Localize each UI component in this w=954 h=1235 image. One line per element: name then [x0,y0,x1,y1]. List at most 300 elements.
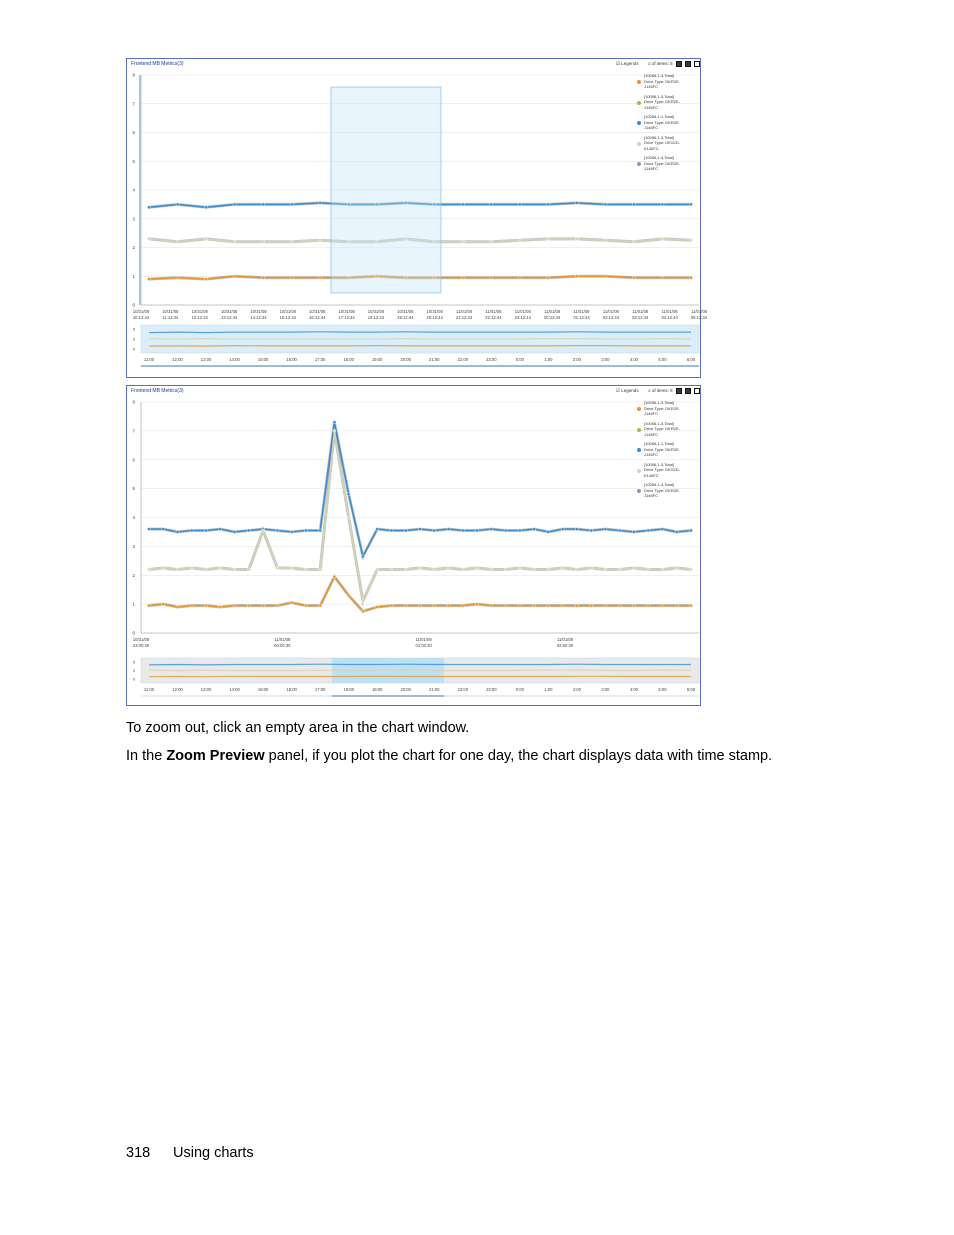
data-point [233,530,236,533]
legend-label: [10056,1-3,Total] [644,400,674,405]
preview-x-tick-label: 18:00 [343,687,354,692]
data-point [319,604,322,607]
data-point [647,529,650,532]
x-tick-label: 05:12:44 [690,315,708,320]
x-tick-label: 10/31/08 [191,309,208,314]
preview-x-tick-label: 18:00 [343,357,354,362]
data-point [290,530,293,533]
preview-series-line [149,670,691,671]
data-point [204,529,207,532]
data-point [147,604,150,607]
data-point [575,237,578,240]
data-point [247,604,250,607]
data-point [204,568,207,571]
data-point [490,527,493,530]
x-tick-label: 04:12:44 [661,315,678,320]
preview-x-tick-label: 21:00 [429,687,440,692]
data-point [333,575,336,578]
legend-marker-icon [637,121,641,125]
data-point [504,568,507,571]
data-point [561,604,564,607]
data-point [262,604,265,607]
maximize-icon[interactable] [685,388,691,394]
legend-item[interactable] [636,400,696,417]
data-point [162,527,165,530]
preview-x-tick-label: 2:00 [572,357,581,362]
x-tick-label: 11/01/08 [485,309,502,314]
legend-marker-icon [637,162,641,166]
data-point [390,529,393,532]
data-point [190,566,193,569]
data-point [447,527,450,530]
x-tick-label: 10/31/08 [338,309,355,314]
data-point [290,601,293,604]
preview-x-tick-label: 13:00 [200,687,212,692]
x-tick-label: 19:12:44 [397,315,414,320]
data-point [475,529,478,532]
data-point [319,201,322,204]
data-point [575,275,578,278]
y-tick-label: 5 [132,486,135,492]
y-tick-label: 3 [132,216,135,222]
preview-x-tick-label: 5:00 [658,687,667,692]
data-point [475,603,478,606]
data-point [404,568,407,571]
zoom-preview-paragraph [126,747,772,765]
preview-x-tick-label: 12:00 [172,687,183,692]
legend-label: J146FC [644,411,659,416]
chart-canvas[interactable] [127,386,700,705]
data-point [547,237,550,240]
legend-label: Drive Type: DKR2E- [644,160,680,166]
data-point [347,516,350,519]
data-point [233,240,236,243]
preview-series-line [149,346,691,347]
preview-x-tick-label: 6:00 [686,687,696,692]
y-tick-label: 0 [132,630,135,636]
y-tick-label: 5 [132,158,135,164]
x-tick-label: 10/31/08 [367,309,385,314]
minimize-icon[interactable] [676,388,682,394]
data-point [490,240,493,243]
preview-x-tick-label: 13:00 [200,357,212,362]
y-tick-label: 0 [132,302,135,308]
data-point [604,604,607,607]
data-point [461,604,464,607]
data-point [661,568,664,571]
data-point [290,566,293,569]
data-point [418,604,421,607]
data-point [176,276,179,279]
y-tick-label: 7 [132,101,135,107]
preview-scroll-thumb [332,695,444,697]
data-point [233,203,236,206]
x-tick-label: 01:12:44 [573,315,590,320]
preview-x-tick-label: 4:00 [629,687,639,692]
preview-y-tick-label: 0 [132,346,135,352]
x-tick-label: 11/01/08 [557,637,573,642]
preview-x-tick-label: 17:00 [314,687,326,692]
data-point [490,276,493,279]
data-point [319,568,322,571]
data-point [418,566,421,569]
data-point [262,203,265,206]
data-point [147,278,150,281]
legend-label: J146FC [644,125,659,130]
legend-item[interactable] [636,94,696,111]
preview-x-tick-label: 1:00 [544,357,553,362]
preview-x-tick-label: 17:00 [314,357,326,362]
x-tick-label: 11/01/08 [661,309,678,314]
legend-marker-icon [637,101,641,105]
chart-screenshot-overview [126,58,708,378]
data-point [604,568,607,571]
preview-x-tick-label: 22:00 [457,357,469,362]
data-point [276,566,279,569]
data-point [390,604,393,607]
legend-item[interactable] [636,421,696,438]
data-point [162,603,165,606]
x-tick-label: 16:12:44 [309,315,326,320]
legends-label: Legends [621,388,639,393]
data-point [333,429,336,432]
preview-x-tick-label: 23:00 [486,357,497,362]
preview-x-tick-label: 3:00 [601,687,610,692]
y-tick-label: 3 [132,543,135,549]
zoom-preview-term: Zoom Preview [166,748,265,764]
legend-item[interactable] [636,135,696,152]
x-tick-label: 21:12:44 [455,315,473,320]
data-point [632,240,635,243]
x-tick-label: 11/01/08 [514,309,531,314]
x-tick-label: 11/01/08 [573,309,590,314]
data-point [618,529,621,532]
preview-x-tick-label: 20:00 [400,687,411,692]
preview-x-tick-label: 14:00 [229,357,240,362]
data-point [276,529,279,532]
x-tick-label: 11/01/08 [456,309,473,314]
data-point [162,566,165,569]
maximize-icon[interactable] [685,61,691,67]
x-tick-label: 20:12:44 [426,315,443,320]
data-point [247,529,250,532]
data-point [661,276,664,279]
data-point [547,203,550,206]
data-point [590,566,593,569]
data-point [632,530,635,533]
legend-label: J146FC [644,166,659,171]
data-point [533,568,536,571]
data-point [461,529,464,532]
preview-x-tick-label: 3:00 [601,357,610,362]
y-tick-label: 8 [132,399,135,405]
preview-x-tick-label: 0:00 [515,687,524,692]
data-point [204,604,207,607]
data-point [290,276,293,279]
legend-item[interactable] [636,155,696,172]
data-point [204,237,207,240]
x-tick-label: 23:12:44 [514,315,531,320]
x-tick-label: 10/31/08 [397,309,414,314]
preview-y-tick-label: 5 [132,326,135,332]
data-point [376,605,379,608]
preview-x-tick-label: 11:00 [143,687,155,692]
data-point [618,604,621,607]
data-point [518,239,521,242]
data-point [247,568,250,571]
preview-x-tick-label: 6:00 [686,357,696,362]
data-point [290,240,293,243]
data-point [176,203,179,206]
zoom-selection-region [331,87,441,293]
preview-series-line [149,339,691,340]
data-point [176,530,179,533]
data-point [561,527,564,530]
legend-marker-icon [637,448,641,452]
data-point [647,604,650,607]
preview-x-tick-label: 16:00 [286,357,297,362]
data-point [604,275,607,278]
data-point [632,276,635,279]
data-point [590,529,593,532]
data-point [147,206,150,209]
x-tick-label: 23:00:30 [132,643,150,648]
preview-x-tick-label: 1:00 [544,687,553,692]
data-point [547,568,550,571]
data-point [661,604,664,607]
legend-label: J146FC [644,84,659,89]
data-point [575,201,578,204]
items-count: ≡ of items: 5 [648,61,673,66]
y-tick-label: 1 [132,273,135,279]
legend-label: Drive Type: DKR2E- [644,446,680,452]
x-tick-label: 10:12:44 [132,315,150,320]
data-point [376,527,379,530]
legend-label: J146FC [644,452,659,457]
data-point [461,203,464,206]
legend-label: [10056,1-3,Total] [644,420,674,426]
data-point [504,604,507,607]
zoom-out-instruction: To zoom out, click an empty area in the chart window. [126,720,470,736]
preview-x-tick-label: 15:00 [257,687,269,692]
chart-panel-title: Frontend MB Metrics(3) [131,61,184,67]
series-line [149,431,691,601]
data-point [333,421,336,424]
data-point [475,566,478,569]
data-point [418,527,421,530]
y-tick-label: 1 [132,601,135,607]
x-tick-label: 13:12:44 [220,315,238,320]
chart-screenshot-zoomed [126,385,701,706]
preview-series-line [149,332,691,333]
legend-item[interactable] [636,114,696,131]
legends-label: Legends [621,61,639,66]
data-point [376,568,379,571]
data-point [319,529,322,532]
legend-label: Drive Type: DKS2D- [644,467,680,472]
data-point [262,529,265,532]
data-point [490,203,493,206]
items-count: ≡ of items: 5 [648,388,673,393]
preview-x-tick-label: 22:00 [457,687,469,692]
legend-label: J146FC [644,104,659,110]
preview-x-tick-label: 5:00 [658,357,667,362]
x-tick-label: 18:12:44 [367,315,385,320]
data-point [147,568,150,571]
chart-canvas[interactable] [127,59,708,377]
x-tick-label: 10/31/08 [309,309,326,314]
legend-marker-icon [637,489,641,493]
data-point [547,604,550,607]
data-point [575,604,578,607]
x-tick-label: 10/31/08 [279,309,296,314]
data-point [604,203,607,206]
page-number: 318 [126,1145,151,1161]
data-point [461,276,464,279]
data-point [404,604,407,607]
data-point [147,237,150,240]
data-point [689,604,692,607]
x-tick-label: 15:12:44 [279,315,296,320]
x-tick-label: 10/31/08 [132,637,150,642]
data-point [233,604,236,607]
data-point [618,568,621,571]
legend-label: [10056,1-1,Total] [644,441,674,446]
chart-panel-title: Frontend MB Metrics(3) [131,388,184,394]
y-tick-label: 7 [132,428,135,434]
preview-y-tick-label: 0 [132,676,135,682]
data-point [689,239,692,242]
data-point [433,568,436,571]
preview-y-tick-label: 3 [132,336,135,342]
preview-x-tick-label: 23:00 [486,687,497,692]
legend-label: Drive Type: DKR2E- [644,119,680,125]
data-point [176,605,179,608]
data-point [661,527,664,530]
legend-marker-icon [637,469,641,473]
data-point [176,568,179,571]
x-tick-label: 10/31/08 [162,309,179,314]
close-icon[interactable] [694,61,700,67]
series-shadow [149,431,691,601]
data-point [433,529,436,532]
legend-label: Drive Type: DKR2E- [644,426,680,431]
preview-x-tick-label: 16:00 [286,687,297,692]
legend-label: [10056,1-3,Total] [644,461,674,467]
preview-x-tick-label: 21:00 [429,357,440,362]
data-point [433,604,436,607]
legend-label: J146FC [644,431,659,437]
y-tick-label: 4 [132,515,135,520]
data-point [262,276,265,279]
data-point [319,239,322,242]
x-tick-label: 10/31/08 [132,309,150,314]
x-tick-label: 03:12:44 [632,315,649,320]
data-point [361,555,364,558]
data-point [147,527,150,530]
data-point [204,206,207,209]
data-point [518,604,521,607]
preview-x-tick-label: 11:00 [143,357,155,362]
legend-label: [10056,1-4,Total] [644,155,674,160]
data-point [533,527,536,530]
data-point [632,203,635,206]
data-point [661,237,664,240]
x-tick-label: 10/31/08 [426,309,443,314]
data-point [675,566,678,569]
preview-scroll-thumb [141,365,699,367]
preview-x-tick-label: 2:00 [572,687,581,692]
series-shadow [149,422,691,556]
data-point [304,604,307,607]
x-tick-label: 11:12:44 [162,315,179,320]
data-point [632,604,635,607]
x-tick-label: 10/31/08 [220,309,238,314]
preview-x-tick-label: 14:00 [229,687,240,692]
data-point [361,600,364,603]
data-point [304,529,307,532]
minimize-icon[interactable] [676,61,682,67]
legend-item[interactable] [636,73,696,90]
data-point [176,240,179,243]
data-point [319,276,322,279]
legends-toggle[interactable]: ☑ Legends [616,61,639,66]
legend-label: [10056,1-1,Total] [644,114,674,119]
y-tick-label: 8 [132,72,135,78]
x-tick-label: 11/01/08 [691,309,707,314]
x-tick-label: 01:00:30 [415,643,432,648]
legend-label: K146FC [644,145,659,151]
data-point [689,568,692,571]
data-point [219,605,222,608]
preview-x-tick-label: 20:00 [400,357,411,362]
legend-label: Drive Type: DKR2E- [644,99,680,104]
legend-label: Drive Type: DKR2E- [644,78,680,84]
paragraph-prefix: In the [126,748,167,764]
data-point [518,276,521,279]
data-point [190,529,193,532]
x-tick-label: 11/01/08 [544,309,561,314]
data-point [461,240,464,243]
data-point [404,529,407,532]
data-point [647,568,650,571]
x-tick-label: 12:12:44 [191,315,208,320]
data-point [461,568,464,571]
data-point [219,566,222,569]
legend-item[interactable] [636,462,696,479]
close-icon[interactable] [694,388,700,394]
data-point [347,493,350,496]
data-point [575,568,578,571]
data-point [390,568,393,571]
data-point [689,276,692,279]
data-point [675,530,678,533]
legend-item[interactable] [636,482,696,499]
data-point [561,566,564,569]
data-point [290,203,293,206]
x-tick-label: 10/31/08 [250,309,267,314]
data-point [604,527,607,530]
legend-marker-icon [637,80,641,84]
legend-item[interactable] [636,441,696,458]
legend-marker-icon [637,407,641,411]
legends-toggle[interactable]: ☑ Legends [616,388,639,393]
footer-section-title: Using charts [173,1145,254,1161]
legend-label: [10056,1-3,Total] [644,73,674,78]
data-point [547,276,550,279]
data-point [689,529,692,532]
legend-label: Drive Type: DKR2E- [644,487,680,493]
